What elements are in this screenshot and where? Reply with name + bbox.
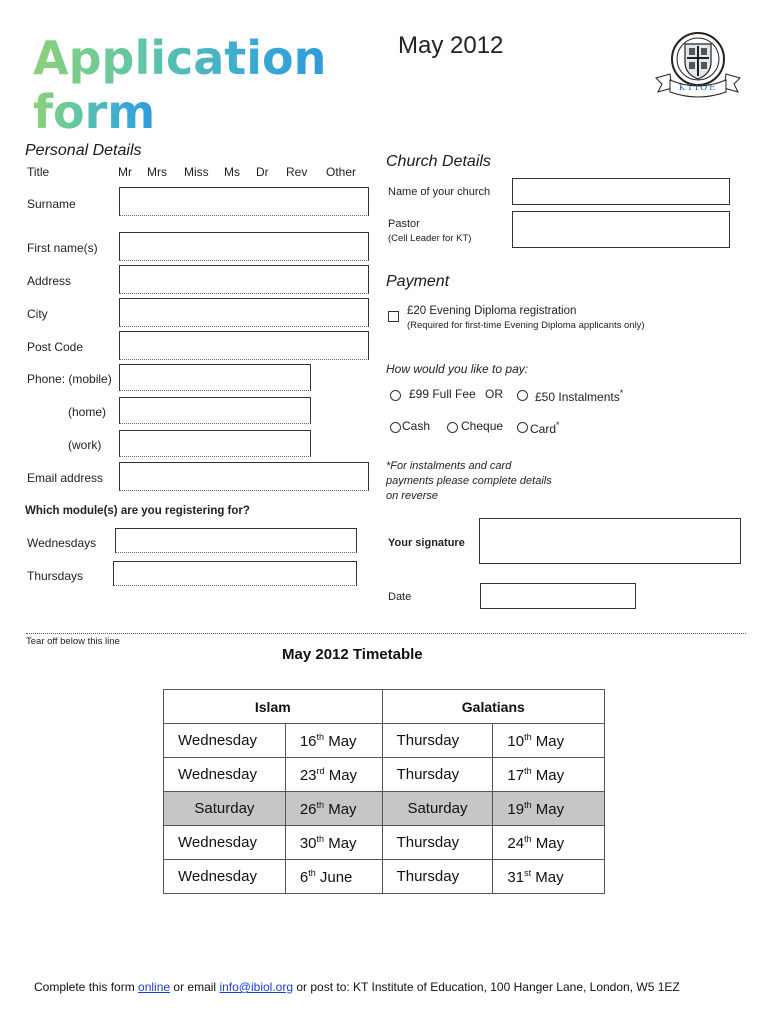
phone-work-field[interactable] <box>119 430 311 457</box>
galatians-day: Thursday <box>382 758 493 792</box>
wednesdays-label: Wednesdays <box>27 536 97 550</box>
post-code-field[interactable] <box>119 331 369 360</box>
instalment-note-line1: *For instalments and card <box>386 460 512 472</box>
form-date: May 2012 <box>398 32 504 59</box>
online-link[interactable]: online <box>138 980 171 994</box>
registration-label: £20 Evening Diploma registration <box>407 305 577 317</box>
tear-off-line <box>26 633 746 634</box>
pastor-label: Pastor <box>388 218 420 230</box>
islam-date: 26th May <box>285 792 382 826</box>
post-code-label: Post Code <box>27 340 84 354</box>
pastor-field[interactable] <box>512 211 730 248</box>
card-label: Card* <box>530 420 560 436</box>
city-field[interactable] <box>119 298 369 327</box>
first-names-field[interactable] <box>119 232 369 261</box>
islam-day: Saturday <box>164 792 286 826</box>
wednesdays-field[interactable] <box>115 528 357 553</box>
title-label: Title <box>27 165 50 179</box>
timetable-table <box>163 689 605 894</box>
timetable-heading: May 2012 Timetable <box>282 646 423 663</box>
church-name-field[interactable] <box>512 178 730 205</box>
email-field[interactable] <box>119 462 369 491</box>
registration-note: (Required for first-time Evening Diploma applicants only) <box>407 320 645 331</box>
timetable-header-row <box>164 690 605 724</box>
galatians-date: 31st May <box>493 860 605 894</box>
footer-suffix: or post to: KT Institute of Education, 100 Hanger Lane, London, W5 1EZ <box>296 980 680 994</box>
galatians-date: 24th May <box>493 826 605 860</box>
date-field[interactable] <box>480 583 636 609</box>
address-label: Address <box>27 274 72 288</box>
card-radio[interactable] <box>517 422 528 433</box>
islam-day: Wednesday <box>164 860 286 894</box>
phone-mobile-label: Phone: (mobile) <box>27 372 112 386</box>
title-option-ms[interactable]: Ms <box>224 165 240 179</box>
islam-date: 30th May <box>285 826 382 860</box>
logo-text: KTIOE <box>678 83 718 93</box>
surname-label: Surname <box>27 197 76 211</box>
ktioe-logo <box>652 22 744 102</box>
instalment-note-line2: payments please complete details <box>386 475 552 487</box>
instalments-label: £50 Instalments* <box>535 388 624 404</box>
footer-or-email: or email <box>173 980 217 994</box>
galatians-column-header: Galatians <box>382 690 604 724</box>
date-label: Date <box>388 591 412 603</box>
phone-mobile-field[interactable] <box>119 364 311 391</box>
galatians-day: Thursday <box>382 826 493 860</box>
church-details-heading: Church Details <box>386 153 491 170</box>
islam-date: 23rd May <box>285 758 382 792</box>
registration-checkbox[interactable] <box>388 311 399 322</box>
islam-day: Wednesday <box>164 826 286 860</box>
email-link[interactable]: info@ibiol.org <box>219 980 294 994</box>
form-title-line1: Application <box>33 31 327 85</box>
modules-question: Which module(s) are you registering for? <box>25 505 250 517</box>
full-fee-label: £99 Full Fee <box>409 387 476 401</box>
title-option-other[interactable]: Other <box>326 165 357 179</box>
thursdays-label: Thursdays <box>27 569 84 583</box>
galatians-day: Saturday <box>382 792 493 826</box>
cheque-label: Cheque <box>461 419 504 433</box>
first-names-label: First name(s) <box>27 241 98 255</box>
islam-date: 16th May <box>285 724 382 758</box>
table-row-shaded <box>164 792 605 826</box>
tear-off-label: Tear off below this line <box>26 636 120 647</box>
galatians-day: Thursday <box>382 860 493 894</box>
email-label: Email address <box>27 471 104 485</box>
table-row <box>164 860 605 894</box>
surname-field[interactable] <box>119 187 369 216</box>
cash-radio[interactable] <box>390 422 401 433</box>
islam-date: 6th June <box>285 860 382 894</box>
or-label: OR <box>485 387 503 401</box>
address-field[interactable] <box>119 265 369 294</box>
islam-column-header: Islam <box>164 690 383 724</box>
title-option-dr[interactable]: Dr <box>256 165 269 179</box>
thursdays-field[interactable] <box>113 561 357 586</box>
payment-heading: Payment <box>386 273 450 290</box>
title-option-miss[interactable]: Miss <box>184 165 209 179</box>
signature-field[interactable] <box>479 518 741 564</box>
city-label: City <box>27 307 48 321</box>
church-name-label: Name of your church <box>388 186 491 198</box>
instalments-asterisk: * <box>619 388 624 398</box>
galatians-day: Thursday <box>382 724 493 758</box>
phone-home-label: (home) <box>68 405 107 419</box>
galatians-date: 10th May <box>493 724 605 758</box>
table-row <box>164 724 605 758</box>
galatians-date: 19th May <box>493 792 605 826</box>
instalment-note-line3: on reverse <box>386 490 438 502</box>
cheque-radio[interactable] <box>447 422 458 433</box>
full-fee-radio[interactable] <box>390 390 401 401</box>
title-option-mrs[interactable]: Mrs <box>147 165 167 179</box>
form-title-line2: form <box>33 85 156 139</box>
phone-home-field[interactable] <box>119 397 311 424</box>
how-pay-label: How would you like to pay: <box>386 362 529 376</box>
islam-day: Wednesday <box>164 758 286 792</box>
personal-details-heading: Personal Details <box>25 142 142 159</box>
title-option-mr[interactable]: Mr <box>118 165 132 179</box>
table-row <box>164 758 605 792</box>
footer-prefix: Complete this form <box>34 980 135 994</box>
galatians-date: 17th May <box>493 758 605 792</box>
signature-label: Your signature <box>388 537 465 549</box>
cash-label: Cash <box>402 419 431 433</box>
instalments-radio[interactable] <box>517 390 528 401</box>
phone-work-label: (work) <box>68 438 102 452</box>
title-option-rev[interactable]: Rev <box>286 165 308 179</box>
card-asterisk: * <box>556 420 560 430</box>
footer-text <box>34 980 680 994</box>
pastor-sublabel: (Cell Leader for KT) <box>388 233 472 244</box>
islam-day: Wednesday <box>164 724 286 758</box>
table-row <box>164 826 605 860</box>
